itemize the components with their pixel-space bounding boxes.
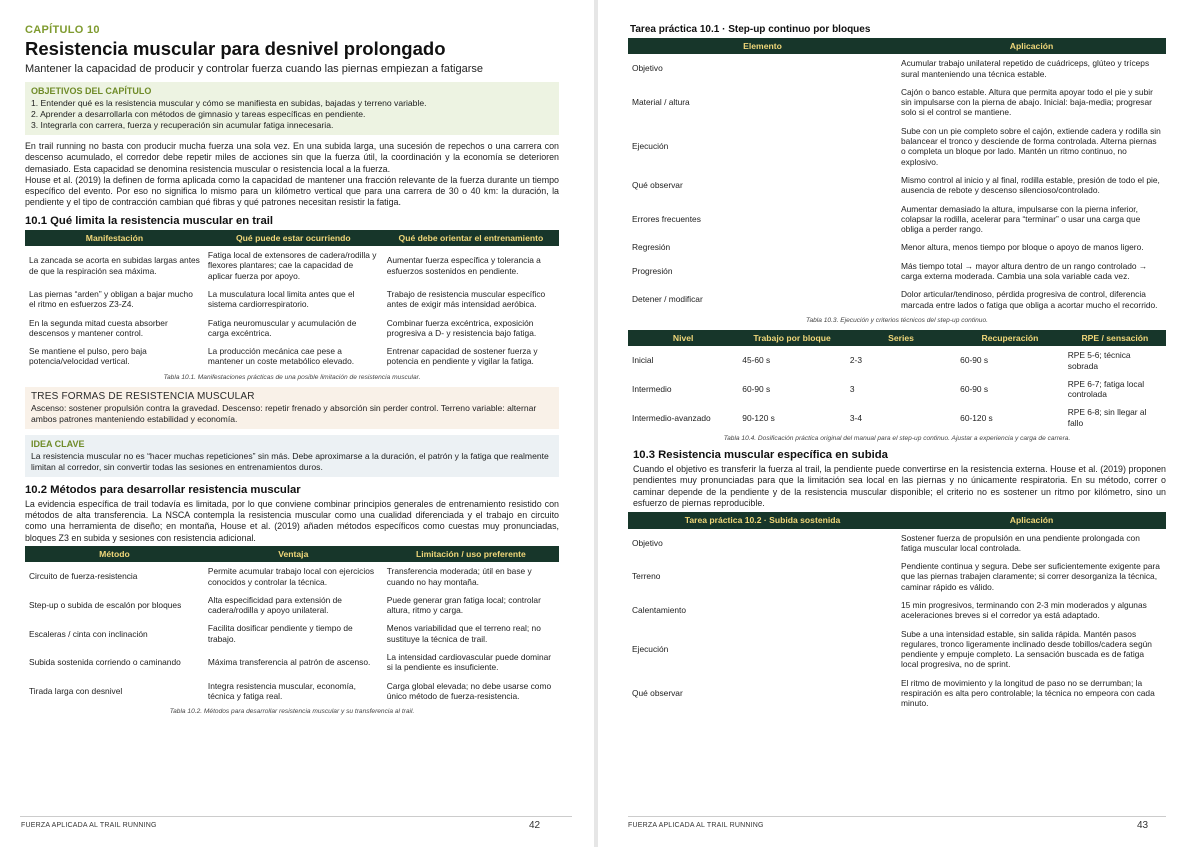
column-header: Qué debe orientar el entrenamiento [383, 230, 559, 246]
table-cell: Ejecución [632, 644, 669, 655]
key-idea-title: IDEA CLAVE [31, 438, 85, 449]
section-heading-10-3: 10.3 Resistencia muscular específica en subida [633, 449, 888, 462]
table-cell: Regresión [632, 242, 671, 253]
table-row [25, 591, 559, 620]
table-cell: Subida sostenida corriendo o caminando [29, 657, 181, 668]
column-header: Nivel [628, 330, 738, 346]
column-header: RPE / sensación [1064, 330, 1166, 346]
table-header-row [25, 230, 559, 246]
table-cell: Dolor articular/tendinoso, pérdida progresiva de control, diferencia marcada entre lados o fatiga que obliga a acortar mucho el recorrido. [901, 289, 1158, 310]
table-row [628, 285, 1166, 314]
table-cell: Intermedio-avanzado [632, 412, 711, 423]
table-cell: 60-90 s [960, 383, 989, 394]
table-cell: 60-90 s [742, 383, 771, 394]
table-cell: Sostener fuerza de propulsión en una pendiente prolongada con fatiga muscular local controlada. [901, 532, 1140, 553]
table-header-row [25, 546, 559, 562]
table-cell: Fatiga local de extensores de cadera/rodilla y flexores plantares; cae la capacidad de aplicar fuerza por apoyo. [207, 250, 377, 281]
table-row [628, 596, 1166, 625]
table-cell: Trabajo de resistencia muscular específico antes de exigir más intensidad aeróbica. [386, 288, 546, 310]
table-cell: RPE 6-8; sin llegar al fallo [1067, 407, 1147, 428]
table-cell: Aumentar fuerza específica y tolerancia a esfuerzos sostenidos en pendiente. [386, 255, 541, 276]
table-row [628, 529, 1166, 558]
table-row [628, 674, 1166, 713]
table-cell: Facilita dosificar pendiente y tiempo de trabajo. [207, 623, 353, 644]
three-forms-box [25, 387, 559, 429]
table-row [628, 54, 1166, 83]
table-row [628, 557, 1166, 596]
table-row [628, 403, 1166, 432]
table-row [628, 200, 1166, 239]
table-cell: Cajón o banco estable. Altura que permita apoyar todo el pie y subir sin impulsarse con la pierna de abajo. Inicial: baja-media; progresar solo si el control se mantiene. [901, 86, 1153, 118]
table-cell: 90-120 s [742, 412, 775, 423]
table-cell: Combinar fuerza excéntrica, exposición progresiva a D- y resistencia bajo fatiga. [386, 317, 537, 338]
table-cell: Entrenar capacidad de sostener fuerza y potencia en pendiente y vigilar la fatiga. [386, 346, 538, 367]
table-row [628, 346, 1166, 375]
table-row [25, 342, 559, 371]
chapter-label: CAPÍTULO 10 [25, 24, 100, 36]
three-forms-text: Ascenso: sostener propulsión contra la gravedad. Descenso: repetir frenado y absorción sin perder control. Terreno variable: alternar ambos patrones manteniendo estabilidad y economía. [31, 402, 537, 424]
column-header: Tarea práctica 10.2 · Subida sostenida [628, 512, 897, 528]
table-cell: Pendiente continua y segura. Debe ser suficientemente exigente para que las piernas trabajen claramente; si correr desorganiza la técnica, caminar rápido es válido. [901, 561, 1160, 592]
table-cell: Errores frecuentes [632, 213, 701, 224]
table-cell: La producción mecánica cae pese a mantener un coste metabólico elevado. [207, 346, 355, 367]
page-right [600, 0, 1186, 847]
table-cell: Las piernas “arden” y obligan a bajar mucho el ritmo en esfuerzos Z3-Z4. [29, 288, 193, 310]
table-cell: Sube con un pie completo sobre el cajón, extiende cadera y rodilla sin balancear el tronco y desciende de forma controlada. Alterna piernas o completa un bloque por lado. Mantén un ritmo continuo, no explosivo. [901, 125, 1161, 167]
column-header: Elemento [628, 38, 897, 54]
table-cell: Inicial [632, 355, 654, 366]
table-cell: Material / altura [632, 97, 690, 108]
table-cell: 60-120 s [960, 412, 993, 423]
table-cell: Escaleras / cinta con inclinación [29, 628, 148, 639]
table-row [25, 619, 559, 648]
table-cell: En la segunda mitad cuesta absorber descensos y mantener control. [29, 317, 168, 338]
table-header-row [628, 512, 1166, 528]
table-cell: Aumentar demasiado la altura, impulsarse con la pierna inferior, colapsar la rodilla, acelerar para “terminar” o usar una carga que obliga a perder rango. [901, 203, 1141, 235]
table-cell: Puede generar gran fatiga local; controlar altura, ritmo y carga. [386, 594, 541, 616]
table-cell: Fatiga neuromuscular y acumulación de carga excéntrica. [207, 317, 357, 338]
table-caption: Tabla 10.3. Ejecución y criterios técnicos del step-up continuo. [806, 316, 988, 324]
table-cell: 2-3 [849, 355, 862, 366]
page-right-content [628, 24, 1166, 713]
table-cell: 15 min progresivos, terminando con 2-3 min moderados y algunas aceleraciones breves si el corredor ya está adaptado. [901, 599, 1147, 621]
chapter-title: Resistencia muscular para desnivel prolongado [25, 38, 446, 59]
column-header: Manifestación [25, 230, 204, 246]
table-cell: Permite acumular trabajo local con ejercicios conocidos y controlar la técnica. [207, 566, 375, 587]
section-10-2-paragraph: La evidencia específica de trail todavía es limitada, por lo que conviene combinar principios generales de entrenamiento resistido con métodos de alta transferencia. La NSCA contempla la resistencia muscular como una cualidad diferenciada y el trabajo en circuito como una herramienta de diseño; en montaña, House et al. (2019) añaden métodos específicos como cuestas muy pronunciadas, bloques Z3 en subida y sesiones con resistencia adicional. [25, 498, 559, 543]
table-cell: Acumular trabajo unilateral repetido de cuádriceps, glúteo y tríceps sural manteniendo una técnica estable. [901, 58, 1150, 79]
objective-item: 3. Integrarla con carrera, fuerza y recuperación sin acumular fatiga innecesaria. [31, 120, 334, 130]
three-forms-title: TRES FORMAS DE RESISTENCIA MUSCULAR [31, 390, 255, 402]
table-cell: Integra resistencia muscular, economía, técnica y fatiga real. [207, 680, 356, 701]
page-left-content [25, 24, 559, 721]
table-row [628, 83, 1166, 122]
key-idea-text: La resistencia muscular no es “hacer muchas repeticiones” sin más. Debe aproximarse a la duración, el patrón y la fatiga que realmente limitan al corredor, sin convertir todas las sesiones en entrenamientos duros. [31, 450, 549, 472]
table-cell: Objetivo [632, 537, 663, 548]
table-cell: Qué observar [632, 688, 683, 699]
table-cell: Qué observar [632, 180, 683, 191]
chapter-subtitle: Mantener la capacidad de producir y controlar fuerza cuando las piernas empiezan a fatigarse [25, 63, 483, 75]
column-header: Recuperación [956, 330, 1064, 346]
column-header: Series [846, 330, 956, 346]
page-number: 43 [1137, 820, 1149, 831]
table-10-1 [25, 230, 559, 371]
page-number: 42 [529, 820, 541, 831]
footer-rule [628, 816, 1166, 817]
table-10-4 [628, 330, 1166, 432]
table-cell: Intermedio [632, 383, 672, 394]
table-row [628, 257, 1166, 286]
table-cell: Detener / modificar [632, 294, 703, 305]
table-cell: 3-4 [849, 412, 862, 423]
table-row [25, 562, 559, 591]
table-cell: Se mantiene el pulso, pero baja potencia/velocidad vertical. [29, 346, 147, 367]
intro-paragraph: House et al. (2019) la definen de forma aplicada como la capacidad de mantener una fracción relevante de la fuerza durante un tiempo específico del evento. Por eso no significa lo mismo para un kilómetro vertical que para una carrera de 30 o 40 km: la duración, la pendiente y el tipo de contracción cambian qué fibras y qué patrones necesitan resistir la fatiga. [25, 174, 559, 208]
table-10-3 [628, 38, 1166, 314]
column-header: Método [25, 546, 204, 562]
key-idea-box [25, 435, 559, 477]
column-header: Aplicación [897, 38, 1166, 54]
table-row [628, 122, 1166, 171]
table-caption: Tabla 10.4. Dosificación práctica original del manual para el step-up continuo. Ajustar a experiencia y carga de carrera. [723, 435, 1071, 443]
running-footer: FUERZA APLICADA AL TRAIL RUNNING [21, 822, 157, 829]
table-cell: La zancada se acorta en subidas largas antes de que la respiración sea máxima. [29, 255, 200, 276]
table-row [25, 314, 559, 343]
table-row [25, 677, 559, 706]
table-row [25, 246, 559, 285]
table-cell: 45-60 s [742, 355, 771, 366]
table-caption: Tabla 10.1. Manifestaciones prácticas de una posible limitación de resistencia muscular. [163, 373, 421, 381]
column-header: Aplicación [897, 512, 1166, 528]
table-cell: Más tiempo total → mayor altura dentro de un rango controlado → carga externa moderada. Cambia una sola variable cada vez. [901, 260, 1148, 282]
table-row [628, 375, 1166, 404]
table-cell: La intensidad cardiovascular puede dominar si la pendiente es insuficiente. [386, 652, 552, 673]
table-10-2 [25, 546, 559, 705]
table-row [25, 648, 559, 677]
table-header-row [628, 38, 1166, 54]
table-caption: Tabla 10.2. Métodos para desarrollar resistencia muscular y su transferencia al trail. [169, 708, 415, 716]
table-cell: La musculatura local limita antes que el sistema cardiorrespiratorio. [207, 288, 355, 310]
table-cell: Tirada larga con desnivel [29, 685, 123, 696]
table-cell: Máxima transferencia al patrón de ascenso. [207, 657, 371, 668]
section-heading-10-2: 10.2 Métodos para desarrollar resistencia muscular [25, 483, 301, 496]
table-cell: 3 [849, 383, 855, 394]
table-cell: Progresión [632, 265, 673, 276]
table-cell: Carga global elevada; no debe usarse como único método de fuerza-resistencia. [386, 680, 552, 701]
table-row [628, 238, 1166, 256]
table-cell: Ejecución [632, 141, 669, 152]
column-header: Trabajo por bloque [738, 330, 846, 346]
running-footer: FUERZA APLICADA AL TRAIL RUNNING [628, 822, 764, 829]
table-cell: Objetivo [632, 63, 663, 74]
table-row [25, 285, 559, 314]
table-cell: RPE 5-6; técnica sobrada [1067, 350, 1131, 371]
intro-paragraph: En trail running no basta con producir mucha fuerza una sola vez. En una subida larga, una sucesión de repechos o una carrera con descenso acumulado, el corredor debe repetir miles de acciones sin que la fuerza útil, la coordinación y la economía se deterioren demasiado. Esta capacidad se denomina resistencia muscular o resistencia local a la fuerza. [25, 141, 559, 174]
table-cell: Menos variabilidad que el terreno real; no sustituye la técnica de trail. [386, 623, 541, 644]
table-cell: 60-90 s [960, 355, 989, 366]
table-cell: El ritmo de movimiento y la longitud de paso no se derrumban; la respiración es alta pero controlable; la técnica no empeora con cada minuto. [901, 677, 1155, 709]
objectives-box [25, 82, 559, 135]
objective-item: 2. Aprender a desarrollarla con métodos de gimnasio y tareas específicas en pendiente. [31, 109, 366, 119]
table-row [628, 625, 1166, 674]
section-heading-10-1: 10.1 Qué limita la resistencia muscular en trail [25, 214, 274, 227]
objective-item: 1. Entender qué es la resistencia muscular y cómo se manifiesta en subidas, bajadas y terreno variable. [31, 98, 427, 108]
table-cell: RPE 6-7; fatiga local controlada [1067, 378, 1145, 400]
objectives-title: OBJETIVOS DEL CAPÍTULO [31, 86, 152, 96]
table-task-10-2 [628, 512, 1166, 712]
table-cell: Menor altura, menos tiempo por bloque o apoyo de manos ligero. [901, 242, 1144, 253]
column-header: Ventaja [204, 546, 383, 562]
column-header: Limitación / uso preferente [383, 546, 559, 562]
task-heading-10-1: Tarea práctica 10.1 · Step-up continuo por bloques [630, 24, 871, 35]
page-gutter [594, 0, 598, 847]
page-left [0, 0, 592, 847]
table-header-row [628, 330, 1166, 346]
section-10-3-paragraph: Cuando el objetivo es transferir la fuerza al trail, la pendiente puede convertirse en la resistencia externa. House et al. (2019) proponen pendientes muy pronunciadas para que la limitación sea local en las piernas y no únicamente respiratoria. En su método, correr o caminar depende de la pendiente y de la resistencia muscular disponible; el criterio no es sostener un ritmo por kilómetro, sino un esfuerzo de piernas reproducible. [633, 464, 1166, 508]
table-cell: Sube a una intensidad estable, sin salida rápida. Mantén pasos regulares, tronco ligeramente inclinado desde tobillos/cadera según pendiente y empuje completo. La sensación buscada es de fatiga local progresiva, no de sprint. [901, 628, 1152, 670]
footer-rule [20, 816, 572, 817]
table-cell: Alta especificidad para extensión de cadera/rodilla y apoyo unilateral. [207, 594, 342, 616]
table-row [628, 171, 1166, 200]
table-cell: Mismo control al inicio y al final, rodilla estable, presión de todo el pie, ausencia de rebote y descenso silencioso/controlado. [901, 174, 1160, 196]
column-header: Qué puede estar ocurriendo [204, 230, 383, 246]
table-cell: Terreno [632, 571, 661, 582]
table-cell: Transferencia moderada; útil en base y cuando no hay montaña. [386, 566, 532, 587]
table-cell: Calentamiento [632, 605, 687, 616]
table-cell: Circuito de fuerza-resistencia [29, 571, 138, 582]
table-cell: Step-up o subida de escalón por bloques [29, 599, 182, 610]
